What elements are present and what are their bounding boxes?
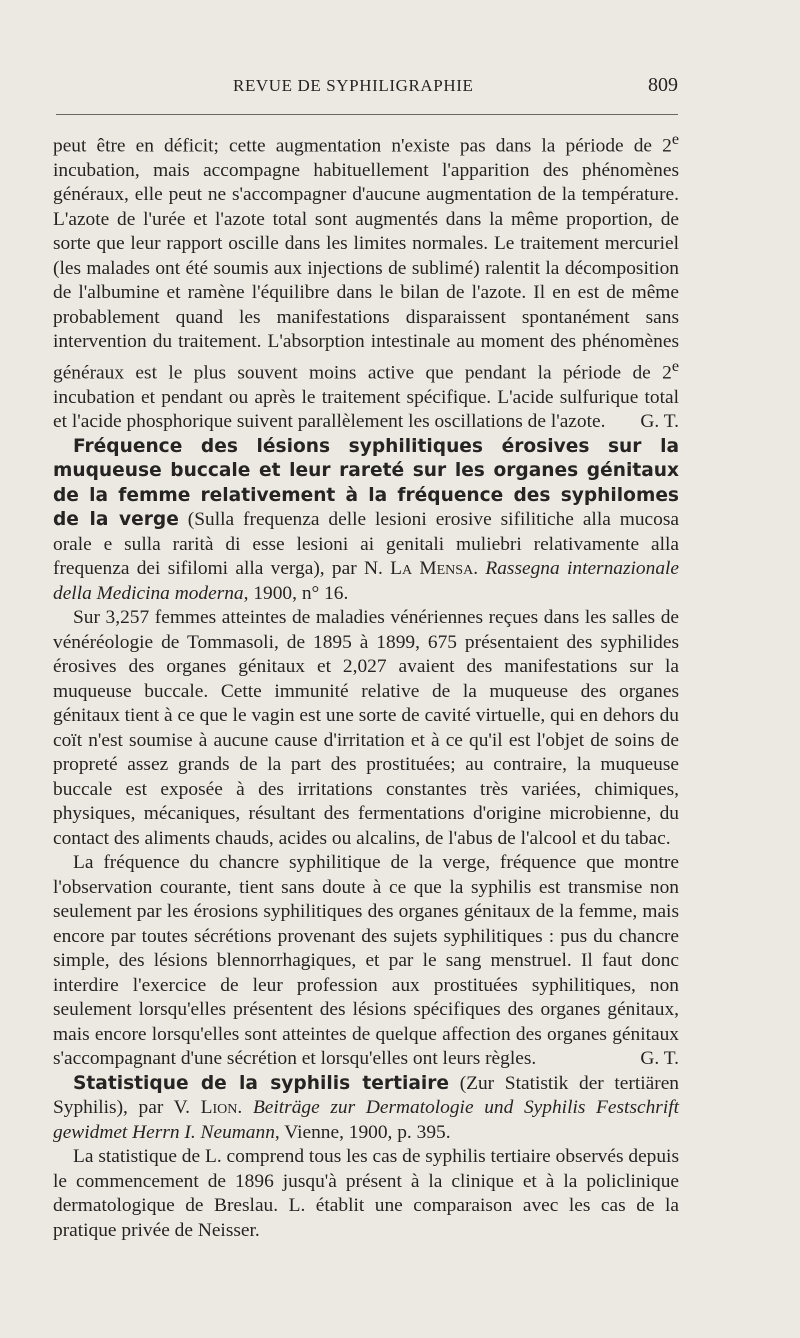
reference-text: . [237, 1097, 253, 1119]
reference-text: (Sulla frequenza delle lesioni erosive sifilitiche alla mucosa orale e sulla rarità di esse lesioni ai genitali muliebri relativamente alla frequenza dei sifilomi alla verga), par N. [53, 509, 679, 580]
body-text [53, 128, 679, 1243]
superscript: e [671, 131, 679, 148]
page-header [53, 74, 678, 104]
reference-text: . [473, 558, 486, 580]
article-title: Fréquence des lésions syphilitiques érosives sur la muqueuse buccale et leur rareté sur les organes génitaux de la femme relativement à la fréquence des syphilomes de la verge [53, 435, 679, 531]
article-heading [53, 435, 679, 607]
article-title: Statistique de la syphilis tertiaire [73, 1072, 450, 1094]
journal-name: Rassegna internazionale della Medicina moderna [53, 558, 680, 604]
text-run: incubation, mais accompagne habituellement l'apparition des phénomènes généraux, elle peut ne s'accompagner d'aucune augmentation de la température. L'azote de l'urée et l'azote total sont augmentés dans la même proportion, de sorte que leur rapport oscille dans les limites normales. Le traitement mercuriel (les malades ont été soumis aux injections de sublimé) ralentit la décomposition de l'albumine et ramène l'équilibre dans le bilan de l'azote. Il en est de même probablement quand les manifestations disparaissent spontanément sans intervention du traitement. L'absorption intestinale au moment des phénomènes généraux est le plus souvent moins active que pendant la période de 2 [53, 159, 679, 384]
running-title: REVUE DE SYPHILIGRAPHIE [233, 76, 474, 95]
text-run: incubation et pendant ou après le traitement spécifique. L'acide sulfurique total et l'acide phosphorique suivent parallèlement les oscillations de l'azote. [53, 386, 679, 433]
superscript: e [671, 357, 679, 375]
paragraph [53, 851, 679, 1072]
reference-text: , 1900, n° 16. [243, 582, 349, 604]
text-run: peut être en déficit; cette augmentation n'existe pas dans la période de 2 [53, 135, 672, 157]
text-run: La fréquence du chancre syphilitique de la verge, fréquence que montre l'observation courante, tient sans doute à ce que la syphilis est transmise non seulement par les érosions syphilitiques des organes génitaux de la femme, mais encore par toutes sécrétions provenant des sujets syphilitiques : pus du chancre simple, des lésions blennorrhagiques, et par le sang menstruel. Il faut donc interdire l'exercice de leur profession aux prostituées syphilitiques, non seulement lorsqu'elles présentent des lésions spécifiques des organes génitaux, mais encore lorsqu'elles sont atteintes de quelque affection des organes génitaux s'accompagnant d'une sécrétion et lorsqu'elles ont leurs règles. [53, 852, 679, 1070]
journal-name: Beiträge zur Dermatologie und Syphilis Festschrift gewidmet Herrn I. Neumann [53, 1097, 679, 1143]
reference-text: , Vienne, 1900, p. 395. [274, 1121, 451, 1143]
signature: G. T. [640, 411, 679, 433]
author-name: La Mensa [390, 558, 474, 580]
article-continuation [53, 128, 679, 435]
reference-text: (Zur Statistik der tertiären Syphilis), par V. [53, 1072, 679, 1119]
author-name: Lion [200, 1097, 238, 1119]
article-heading [53, 1072, 679, 1146]
paragraph: Sur 3,257 femmes atteintes de maladies vénériennes reçues dans les salles de vénéréologie de Tommasoli, de 1895 à 1899, 675 présentaient des syphilides érosives des organes génitaux et 2,027 avaient des manifestations sur la muqueuse buccale. Cette immunité relative de la muqueuse des organes génitaux tient à ce que le vagin est une sorte de cavité virtuelle, qui en dehors du coït n'est soumise à aucune cause d'irritation et à ce qu'il est l'objet de soins de propreté assez grands de la part des prostituées; au contraire, la muqueuse buccale est exposée à des irritations constantes très variées, chimiques, physiques, mécaniques, résultant des fermentations d'origine microbienne, du contact des aliments chauds, acides ou alcalins, de l'abus de l'alcool et du tabac. [53, 607, 679, 849]
page-number: 809 [648, 74, 678, 96]
header-rule [56, 114, 678, 115]
paragraph: La statistique de L. comprend tous les cas de syphilis tertiaire observés depuis le commencement de 1896 jusqu'à présent à la clinique et à la policlinique dermatologique de Breslau. L. établit une comparaison avec les cas de la pratique privée de Neisser. [53, 1146, 679, 1241]
signature: G. T. [640, 1048, 679, 1070]
